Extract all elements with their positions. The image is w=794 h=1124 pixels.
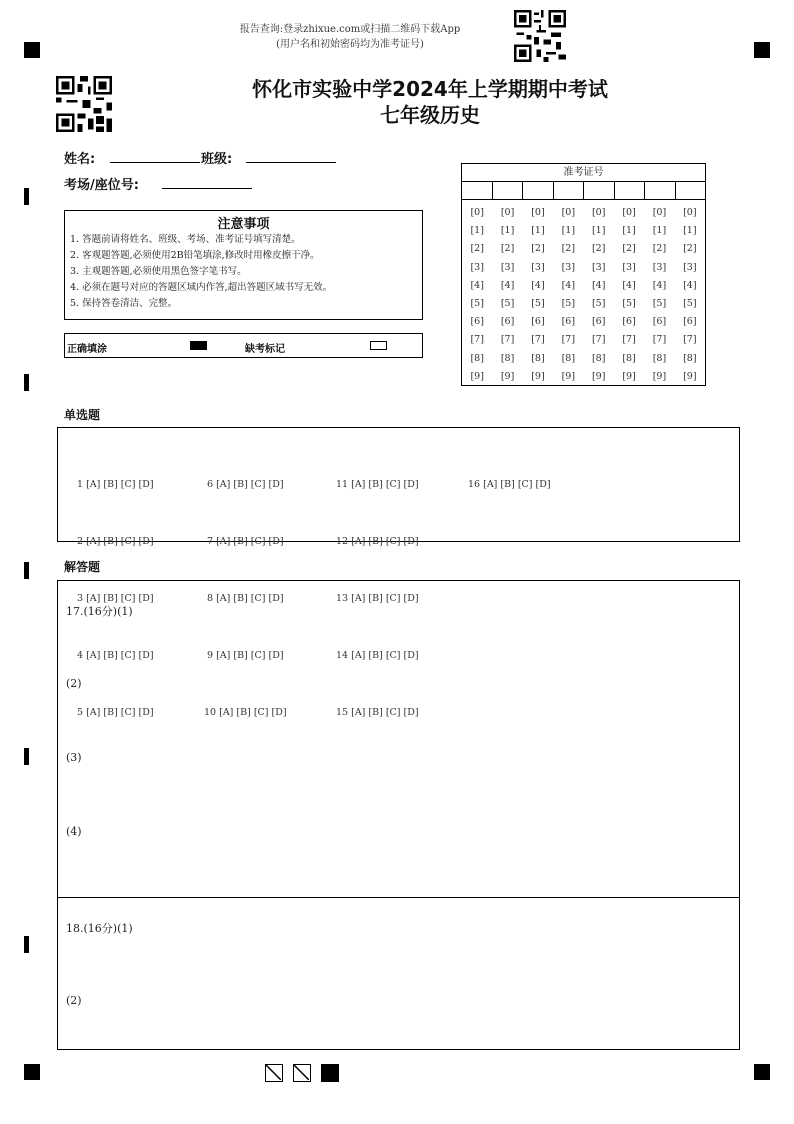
exam-id-bubble[interactable]: [5] xyxy=(470,298,484,310)
choice-row[interactable]: 6 [A] [B] [C] [D] xyxy=(204,479,284,490)
report-query-line2: (用户名和初始密码均为准考证号) xyxy=(276,39,424,50)
exam-id-bubble[interactable]: [3] xyxy=(683,261,697,273)
exam-id-bubble[interactable]: [6] xyxy=(652,316,667,328)
report-query-line1: 报告查询:登录zhixue.com或扫描二维码下载App xyxy=(239,24,461,35)
choice-row[interactable]: 2 [A] [B] [C] [D] xyxy=(74,536,154,547)
absent-mark-label: 缺考标记 xyxy=(245,344,285,355)
q17-part4-label: (4) xyxy=(66,825,82,838)
exam-id-cell[interactable] xyxy=(584,182,615,199)
exam-id-title: 准考证号 xyxy=(462,164,705,182)
choice-row[interactable]: 1 [A] [B] [C] [D] xyxy=(74,479,154,490)
exam-id-bubble[interactable]: [8] xyxy=(561,352,576,364)
exam-id-bubble[interactable]: [4] xyxy=(652,279,667,291)
exam-id-cell[interactable] xyxy=(523,182,554,199)
choice-row[interactable]: 10 [A] [B] [C] [D] xyxy=(204,707,287,718)
exam-id-bubble[interactable]: [5] xyxy=(531,298,545,310)
page-mark-square xyxy=(293,1064,311,1082)
exam-id-bubble[interactable]: [1] xyxy=(591,225,606,237)
choice-row[interactable]: 13 [A] [B] [C] [D] xyxy=(336,593,419,604)
exam-id-bubble[interactable]: [1] xyxy=(683,225,697,237)
notice-item: 5. 保持答卷清洁、完整。 xyxy=(70,298,178,309)
absent-mark-box[interactable] xyxy=(370,341,387,350)
exam-id-bubble[interactable]: [2] xyxy=(531,243,545,255)
exam-id-bubble[interactable]: [9] xyxy=(470,370,484,382)
page-mark-square xyxy=(265,1064,283,1082)
exam-id-bubble[interactable]: [4] xyxy=(622,279,636,291)
exam-id-bubble[interactable]: [7] xyxy=(531,334,545,346)
choice-row[interactable]: 9 [A] [B] [C] [D] xyxy=(204,650,284,661)
corner-mark-bottom-left xyxy=(24,1064,40,1080)
exam-id-bubbles xyxy=(462,200,705,386)
page-mark-square-filled xyxy=(321,1064,339,1082)
choice-row[interactable]: 3 [A] [B] [C] [D] xyxy=(74,593,154,604)
exam-id-bubble[interactable]: [9] xyxy=(652,370,667,382)
exam-id-bubble[interactable]: [8] xyxy=(683,352,697,364)
exam-id-bubble[interactable]: [2] xyxy=(470,243,484,255)
exam-id-write-cells xyxy=(462,182,705,200)
exam-id-column xyxy=(614,204,644,386)
notice-title: 注意事项 xyxy=(217,217,270,232)
timing-mark xyxy=(24,562,29,579)
exam-id-column xyxy=(462,204,492,386)
exam-id-bubble[interactable]: [2] xyxy=(683,243,697,255)
exam-id-column xyxy=(644,204,674,386)
exam-id-bubble[interactable]: [2] xyxy=(652,243,667,255)
exam-id-bubble[interactable]: [7] xyxy=(622,334,636,346)
exam-id-bubble[interactable]: [3] xyxy=(531,261,545,273)
exam-id-cell[interactable] xyxy=(493,182,524,199)
name-label: 姓名: xyxy=(64,152,96,167)
exam-id-bubble[interactable]: [8] xyxy=(591,352,606,364)
fill-legend-box xyxy=(64,333,423,358)
exam-id-bubble[interactable]: [9] xyxy=(683,370,697,382)
name-field[interactable] xyxy=(110,162,200,163)
exam-id-bubble[interactable]: [6] xyxy=(683,316,697,328)
notice-item: 4. 必须在题号对应的答题区域内作答,超出答题区域书写无效。 xyxy=(70,282,333,293)
exam-id-bubble[interactable]: [1] xyxy=(500,225,515,237)
exam-title-line2: 七年级历史 xyxy=(380,103,480,127)
choice-row[interactable]: 4 [A] [B] [C] [D] xyxy=(74,650,154,661)
exam-id-bubble[interactable]: [4] xyxy=(470,279,484,291)
exam-title xyxy=(180,76,680,128)
report-query-notice xyxy=(200,22,500,52)
choice-row[interactable]: 14 [A] [B] [C] [D] xyxy=(336,650,419,661)
exam-id-bubble[interactable]: [0] xyxy=(652,207,667,218)
exam-id-bubble[interactable]: [7] xyxy=(683,334,697,346)
exam-id-bubble[interactable]: [0] xyxy=(531,207,545,218)
q17-answer-box[interactable] xyxy=(57,580,740,898)
exam-id-bubble[interactable]: [8] xyxy=(652,352,667,364)
seat-label: 考场/座位号: xyxy=(64,178,139,193)
exam-id-bubble[interactable]: [0] xyxy=(622,207,636,218)
exam-id-bubble[interactable]: [3] xyxy=(500,261,515,273)
choice-row[interactable]: 12 [A] [B] [C] [D] xyxy=(336,536,419,547)
exam-id-column xyxy=(675,204,705,386)
exam-id-bubble[interactable]: [1] xyxy=(561,225,576,237)
timing-mark xyxy=(24,374,29,391)
exam-id-cell[interactable] xyxy=(554,182,585,199)
single-choice-label: 单选题 xyxy=(64,408,101,422)
exam-id-bubble[interactable]: [3] xyxy=(622,261,636,273)
corner-mark-top-right xyxy=(754,42,770,58)
corner-mark-bottom-right xyxy=(754,1064,770,1080)
exam-id-bubble[interactable]: [0] xyxy=(591,207,606,218)
exam-id-column xyxy=(523,204,553,386)
exam-id-bubble[interactable]: [7] xyxy=(591,334,606,346)
exam-id-bubble[interactable]: [9] xyxy=(561,370,576,382)
exam-id-bubble[interactable]: [5] xyxy=(683,298,697,310)
exam-id-bubble[interactable]: [3] xyxy=(561,261,576,273)
exam-id-bubble[interactable]: [5] xyxy=(622,298,636,310)
exam-id-bubble[interactable]: [5] xyxy=(500,298,515,310)
exam-id-bubble[interactable]: [6] xyxy=(531,316,545,328)
choice-row[interactable]: 8 [A] [B] [C] [D] xyxy=(204,593,284,604)
exam-id-bubble[interactable]: [5] xyxy=(561,298,576,310)
q17-title: 17.(16分)(1) xyxy=(66,605,133,618)
notice-box xyxy=(64,210,423,320)
exam-id-bubble[interactable]: [0] xyxy=(683,207,697,218)
exam-id-bubble[interactable]: [7] xyxy=(470,334,484,346)
exam-id-bubble[interactable]: [4] xyxy=(531,279,545,291)
choice-row[interactable]: 11 [A] [B] [C] [D] xyxy=(336,479,419,490)
exam-id-bubble[interactable]: [7] xyxy=(561,334,576,346)
exam-id-bubble[interactable]: [9] xyxy=(622,370,636,382)
exam-id-bubble[interactable]: [0] xyxy=(470,207,484,218)
exam-id-bubble[interactable]: [1] xyxy=(470,225,484,237)
exam-id-bubble[interactable]: [1] xyxy=(652,225,667,237)
corner-mark-top-left xyxy=(24,42,40,58)
class-label: 班级: xyxy=(201,152,233,167)
exam-id-bubble[interactable]: [8] xyxy=(500,352,515,364)
exam-id-cell[interactable] xyxy=(615,182,646,199)
exam-id-bubble[interactable]: [4] xyxy=(591,279,606,291)
exam-id-bubble[interactable]: [0] xyxy=(561,207,576,218)
exam-id-bubble[interactable]: [2] xyxy=(591,243,606,255)
exam-id-bubble[interactable]: [0] xyxy=(500,207,515,218)
exam-id-bubble[interactable]: [6] xyxy=(591,316,606,328)
exam-id-column xyxy=(492,204,522,386)
exam-id-bubble[interactable]: [8] xyxy=(531,352,545,364)
exam-id-bubble[interactable]: [2] xyxy=(622,243,636,255)
exam-id-bubble[interactable]: [2] xyxy=(561,243,576,255)
exam-id-bubble[interactable]: [9] xyxy=(591,370,606,382)
exam-id-bubble[interactable]: [3] xyxy=(591,261,606,273)
exam-id-bubble[interactable]: [6] xyxy=(500,316,515,328)
exam-id-bubble[interactable]: [4] xyxy=(683,279,697,291)
exam-id-table xyxy=(461,163,706,386)
q17-part2-label: (2) xyxy=(66,677,82,690)
exam-id-bubble[interactable]: [6] xyxy=(622,316,636,328)
exam-title-line1: 怀化市实验中学2024年上学期期中考试 xyxy=(252,77,608,101)
notice-item: 2. 客观题答题,必须使用2B铅笔填涂,修改时用橡皮擦干净。 xyxy=(70,250,320,261)
exam-id-cell[interactable] xyxy=(462,182,493,199)
notice-item: 1. 答题前请将姓名、班级、考场、准考证号填写清楚。 xyxy=(70,234,301,245)
exam-id-bubble[interactable]: [6] xyxy=(470,316,484,328)
exam-id-column xyxy=(584,204,614,386)
exam-id-bubble[interactable]: [8] xyxy=(622,352,636,364)
exam-id-cell[interactable] xyxy=(676,182,706,199)
correct-fill-sample xyxy=(190,341,207,350)
choice-column xyxy=(468,437,551,532)
exam-id-bubble[interactable]: [9] xyxy=(500,370,515,382)
exam-id-bubble[interactable]: [1] xyxy=(622,225,636,237)
exam-id-bubble[interactable]: [7] xyxy=(652,334,667,346)
exam-id-bubble[interactable]: [2] xyxy=(500,243,515,255)
choice-row[interactable]: 7 [A] [B] [C] [D] xyxy=(204,536,284,547)
exam-id-bubble[interactable]: [5] xyxy=(591,298,606,310)
exam-id-bubble[interactable]: [1] xyxy=(531,225,545,237)
exam-id-bubble[interactable]: [9] xyxy=(531,370,545,382)
notice-item: 3. 主观题答题,必须使用黑色签字笔书写。 xyxy=(70,266,247,277)
exam-id-bubble[interactable]: [6] xyxy=(561,316,576,328)
exam-id-column xyxy=(553,204,583,386)
timing-mark xyxy=(24,748,29,765)
choice-row[interactable]: 5 [A] [B] [C] [D] xyxy=(74,707,154,718)
timing-mark xyxy=(24,188,29,205)
exam-id-bubble[interactable]: [3] xyxy=(652,261,667,273)
correct-fill-label: 正确填涂 xyxy=(67,344,107,355)
class-field[interactable] xyxy=(246,162,336,163)
exam-id-bubble[interactable]: [4] xyxy=(500,279,515,291)
exam-id-bubble[interactable]: [8] xyxy=(470,352,484,364)
q18-title: 18.(16分)(1) xyxy=(66,922,133,935)
q17-part3-label: (3) xyxy=(66,751,82,764)
exam-id-bubble[interactable]: [3] xyxy=(470,261,484,273)
qr-code-download[interactable] xyxy=(514,10,566,62)
exam-id-bubble[interactable]: [4] xyxy=(561,279,576,291)
timing-mark xyxy=(24,936,29,953)
q18-part2-label: (2) xyxy=(66,994,82,1007)
choice-row[interactable]: 15 [A] [B] [C] [D] xyxy=(336,707,419,718)
q18-answer-box[interactable] xyxy=(57,897,740,1050)
answer-section-label: 解答题 xyxy=(64,560,101,574)
choice-row[interactable]: 16 [A] [B] [C] [D] xyxy=(468,479,551,490)
exam-id-bubble[interactable]: [7] xyxy=(500,334,515,346)
exam-id-cell[interactable] xyxy=(645,182,676,199)
exam-id-bubble[interactable]: [5] xyxy=(652,298,667,310)
qr-code-student xyxy=(56,76,112,132)
seat-field[interactable] xyxy=(162,188,252,189)
